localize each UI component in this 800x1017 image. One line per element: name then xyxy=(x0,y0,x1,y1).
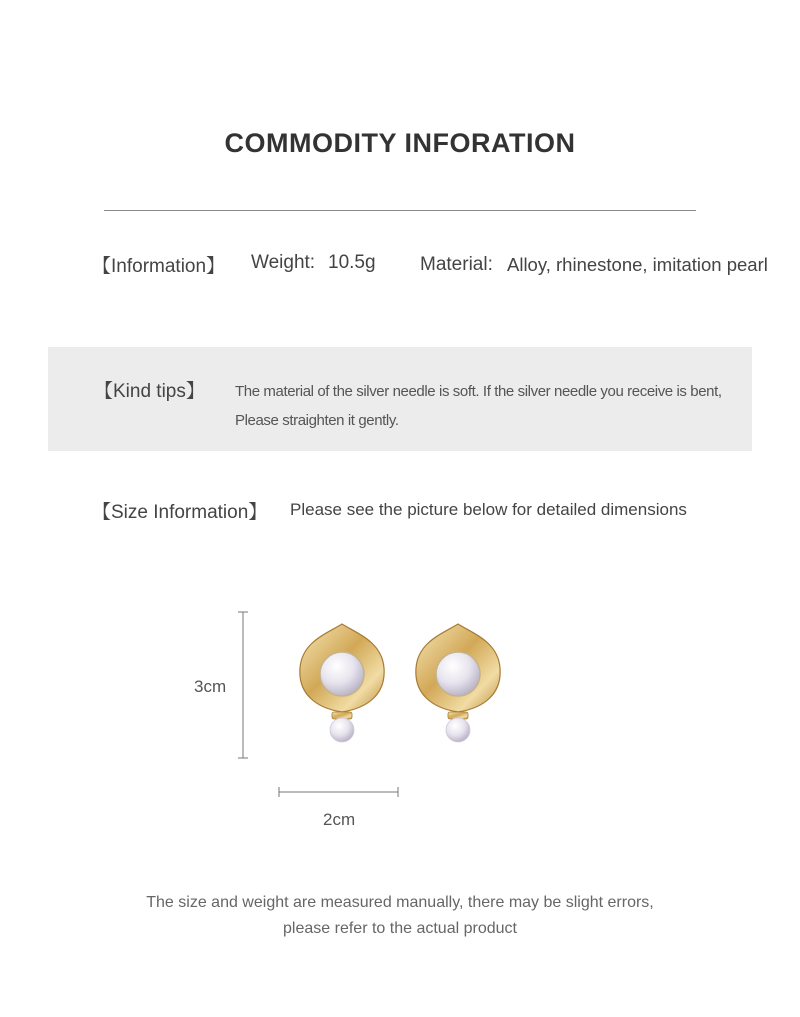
kind-tips-label: 【Kind tips】 xyxy=(94,381,205,402)
measurement-note-line-2: please refer to the actual product xyxy=(283,920,517,937)
weight-value: 10.5g xyxy=(328,252,376,273)
earrings-image xyxy=(280,600,520,760)
earring-left xyxy=(300,624,384,742)
page-title: COMMODITY INFORATION xyxy=(224,128,576,158)
size-information-label: 【Size Information】 xyxy=(92,502,268,523)
information-label: 【Information】 xyxy=(92,256,226,277)
measurement-note xyxy=(0,890,800,942)
kind-tips-line-2: Please straighten it gently. xyxy=(235,412,399,429)
material-label: Material: xyxy=(420,254,493,275)
width-dimension-line xyxy=(279,787,398,797)
size-information-text: Please see the picture below for detailed dimensions xyxy=(290,500,687,519)
weight-label: Weight: xyxy=(251,252,316,273)
width-dimension-label: 2cm xyxy=(323,810,356,829)
height-dimension-label: 3cm xyxy=(194,677,227,696)
measurement-note-line-1: The size and weight are measured manually, there may be slight errors, xyxy=(146,894,654,911)
height-dimension-line xyxy=(238,612,248,758)
kind-tips-line-1: The material of the silver needle is soft. If the silver needle you receive is bent, xyxy=(235,383,722,400)
material-value: Alloy, rhinestone, imitation pearl xyxy=(507,254,768,275)
earring-right xyxy=(416,624,500,742)
